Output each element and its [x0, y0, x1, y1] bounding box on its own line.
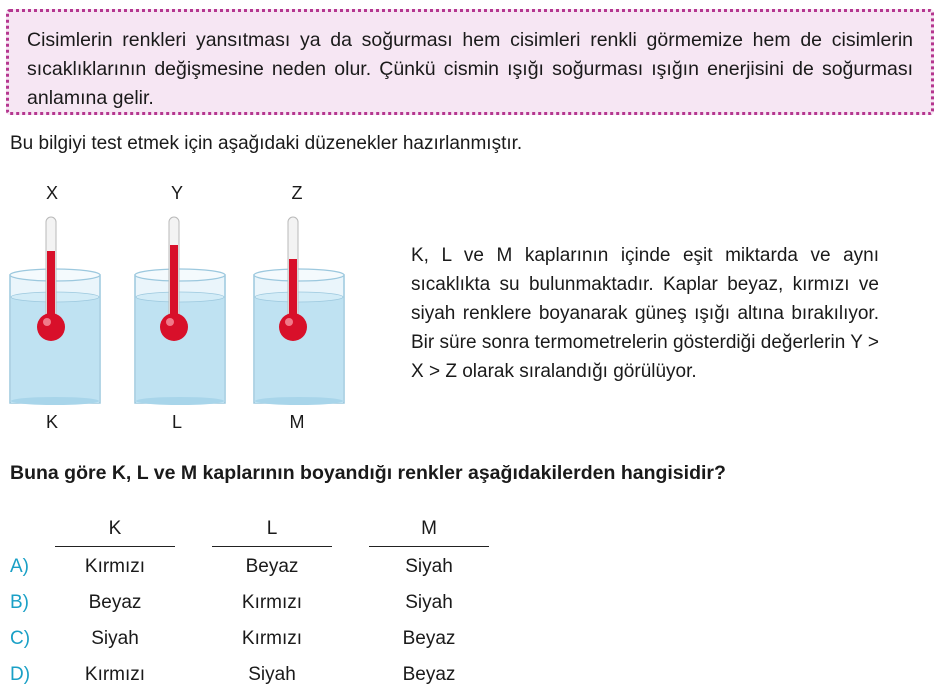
option-letter: A) — [10, 556, 29, 577]
option-cell: Kırmızı — [84, 664, 146, 685]
container-label-l: L — [171, 412, 182, 432]
option-c[interactable] — [0, 628, 520, 658]
option-cell: Siyah — [405, 556, 453, 577]
option-cell: Kırmızı — [241, 628, 303, 649]
option-cell: Beyaz — [245, 556, 299, 577]
option-letter: D) — [10, 664, 31, 685]
option-letter: C) — [10, 628, 31, 649]
column-header-m: M — [421, 518, 437, 539]
column-header-k: K — [108, 518, 122, 539]
header-rule — [55, 546, 175, 547]
option-cell: Kırmızı — [241, 592, 303, 613]
option-cell: Siyah — [91, 628, 139, 649]
column-header-l: L — [266, 518, 278, 539]
intro-text: Bu bilgiyi test etmek için aşağıdaki düzenekler hazırlanmıştır. — [10, 133, 523, 154]
beaker-l-illustration — [133, 215, 229, 407]
option-letter: B) — [10, 592, 29, 613]
thermometer-label-x: X — [45, 183, 58, 203]
option-cell: Beyaz — [88, 592, 142, 613]
header-rule — [212, 546, 332, 547]
beaker-m-illustration — [252, 215, 348, 407]
beaker-k-illustration — [8, 215, 104, 407]
option-cell: Beyaz — [402, 628, 456, 649]
header-rule — [369, 546, 489, 547]
question-text: Buna göre K, L ve M kaplarının boyandığı renkler aşağıdakilerden hangisidir? — [10, 462, 726, 484]
experiment-description: K, L ve M kaplarının içinde eşit miktarda ve aynı sıcaklıkta su bulunmaktadır. Kaplar beyaz, kırmızı ve siyah renklere boyanarak güneş ışığı altına bırakılıyor. Bir süre sonra termometrelerin gösterdiği değerlerin Y > X > Z olarak sıralandığı görülüyor. — [411, 245, 879, 382]
experiment-setup — [0, 175, 380, 440]
option-cell: Beyaz — [402, 664, 456, 685]
info-text: Cisimlerin renkleri yansıtması ya da soğurması hem cisimleri renkli görmemize hem de cisimlerin sıcaklıklarının değişmesine neden olur. Çünkü cismin ışığı soğurması ışığın enerjisini de soğurması anlamına gelir. — [27, 29, 913, 109]
option-d[interactable] — [0, 664, 520, 694]
option-cell: Siyah — [248, 664, 296, 685]
thermometer-label-y: Y — [170, 183, 183, 203]
container-label-k: K — [45, 412, 58, 432]
option-cell: Kırmızı — [84, 556, 146, 577]
info-box — [6, 9, 934, 115]
option-cell: Siyah — [405, 592, 453, 613]
option-a[interactable] — [0, 556, 520, 586]
container-label-m: M — [289, 412, 305, 432]
option-b[interactable] — [0, 592, 520, 622]
thermometer-label-z: Z — [291, 183, 303, 203]
